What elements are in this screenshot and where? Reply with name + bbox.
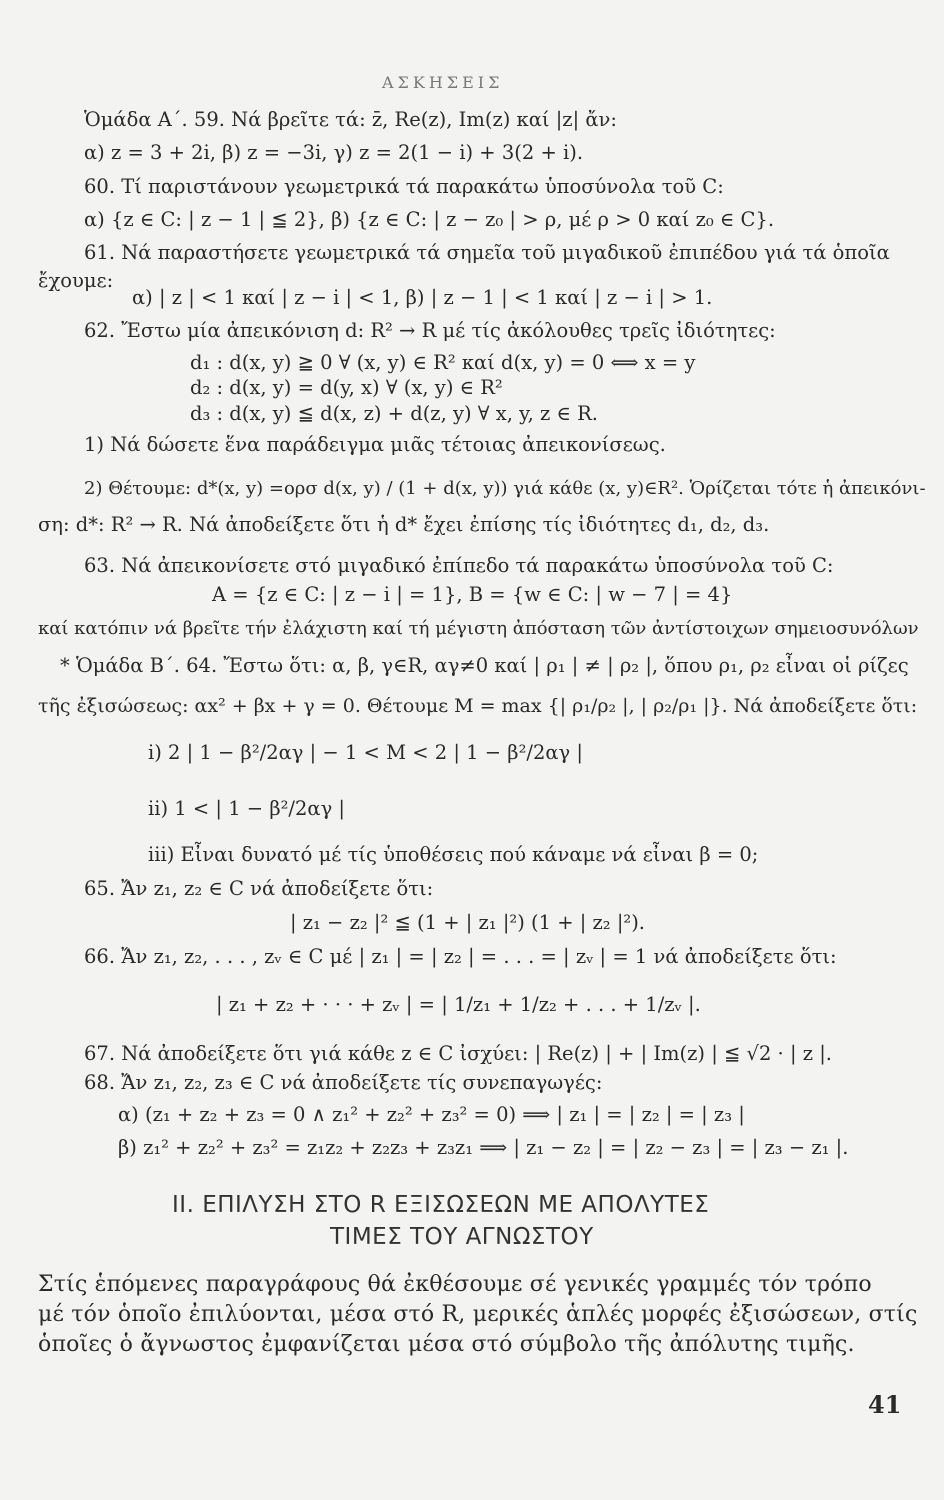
paragraph-line: Στίς ἑπόμενες παραγράφους θά ἐκθέσουμε σέ γενικές γραμμές τόν τρόπο bbox=[38, 1272, 872, 1297]
text-line: 2) Θέτουμε: d*(x, y) =ορσ d(x, y) / (1 + d(x, y)) γιά κάθε (x, y)∈R². Ὁρίζεται τότε ἡ ἀπεικόνι- bbox=[84, 478, 926, 499]
text-line: 67. Νά ἀποδείξετε ὅτι γιά κάθε z ∈ C ἰσχύει: | Re(z) | + | Im(z) | ≦ √2 · | z |. bbox=[84, 1042, 832, 1065]
text-line: α) z = 3 + 2i, β) z = −3i, γ) z = 2(1 − i) + 3(2 + i). bbox=[84, 141, 584, 164]
text-line: α) | z | < 1 καί | z − i | < 1, β) | z − 1 | < 1 καί | z − i | > 1. bbox=[132, 286, 713, 309]
paragraph-line: μέ τόν ὁποῖο ἐπιλύονται, μέσα στό R, μερικές ἁπλές μορφές ἐξισώσεων, στίς bbox=[38, 1302, 918, 1327]
text-line: καί κατόπιν νά βρεῖτε τήν ἐλάχιστη καί τή μέγιστη ἀπόσταση τῶν ἀντίστοιχων σημειοσυνόλων bbox=[38, 618, 919, 639]
paragraph-line: ὁποῖες ὁ ἄγνωστος ἐμφανίζεται μέσα στό σύμβολο τῆς ἀπόλυτης τιμῆς. bbox=[38, 1332, 855, 1357]
text-line: A = {z ∈ C: | z − i | = 1}, B = {w ∈ C: | w − 7 | = 4} bbox=[212, 583, 733, 606]
text-line: 65. Ἄν z₁, z₂ ∈ C νά ἀποδείξετε ὅτι: bbox=[84, 877, 434, 900]
text-line: 1) Νά δώσετε ἕνα παράδειγμα μιᾶς τέτοιας ἀπεικονίσεως. bbox=[84, 433, 666, 456]
text-line: 61. Νά παραστήσετε γεωμετρικά τά σημεῖα τοῦ μιγαδικοῦ ἐπιπέδου γιά τά ὁποῖα bbox=[84, 241, 890, 264]
text-line: α) {z ∈ C: | z − 1 | ≦ 2}, β) {z ∈ C: | z − z₀ | > ρ, μέ ρ > 0 καί z₀ ∈ C}. bbox=[84, 208, 775, 231]
text-line: * Ὁμάδα Β΄. 64. Ἔστω ὅτι: α, β, γ∈R, αγ≠0 καί | ρ₁ | ≠ | ρ₂ |, ὅπου ρ₁, ρ₂ εἶναι οἱ ρίζες bbox=[60, 654, 909, 677]
text-line: d₁ : d(x, y) ≧ 0 ∀ (x, y) ∈ R² καί d(x, y) = 0 ⟺ x = y bbox=[190, 351, 696, 374]
text-line: 62. Ἔστω μία ἀπεικόνιση d: R² → R μέ τίς ἀκόλουθες τρεῖς ἰδιότητες: bbox=[84, 319, 776, 342]
text-line: ἔχουμε: bbox=[38, 269, 114, 292]
text-line: τῆς ἐξισώσεως: αx² + βx + γ = 0. Θέτουμε M = max {| ρ₁/ρ₂ |, | ρ₂/ρ₁ |}. Νά ἀποδείξετε ὅτι: bbox=[38, 695, 918, 717]
text-line: d₂ : d(x, y) = d(y, x) ∀ (x, y) ∈ R² bbox=[190, 376, 503, 399]
text-line: iii) Εἶναι δυνατό μέ τίς ὑποθέσεις πού κάναμε νά εἶναι β = 0; bbox=[148, 843, 759, 866]
section-heading: ΤΙΜΕΣ ΤΟΥ ΑΓΝΩΣΤΟΥ bbox=[330, 1224, 594, 1250]
text-line: β) z₁² + z₂² + z₃² = z₁z₂ + z₂z₃ + z₃z₁ ⟹ | z₁ − z₂ | = | z₂ − z₃ | = | z₃ − z₁ |. bbox=[118, 1136, 849, 1159]
text-line: | z₁ + z₂ + · · · + zᵥ | = | 1/z₁ + 1/z₂ + . . . + 1/zᵥ |. bbox=[216, 993, 701, 1016]
text-line: | z₁ − z₂ |² ≦ (1 + | z₁ |²) (1 + | z₂ |²). bbox=[290, 911, 646, 934]
section-heading: II. ΕΠΙΛΥΣΗ ΣΤΟ R ΕΞΙΣΩΣΕΩΝ ΜΕ ΑΠΟΛΥΤΕΣ bbox=[172, 1192, 710, 1218]
text-line: ii) 1 < | 1 − β²/2αγ | bbox=[148, 797, 345, 820]
text-line: ση: d*: R² → R. Νά ἀποδείξετε ὅτι ἡ d* ἔχει ἐπίσης τίς ἰδιότητες d₁, d₂, d₃. bbox=[38, 513, 770, 536]
text-line: 63. Νά ἀπεικονίσετε στό μιγαδικό ἐπίπεδο τά παρακάτω ὑποσύνολα τοῦ C: bbox=[84, 554, 834, 577]
text-line: Ὁμάδα Α΄. 59. Νά βρεῖτε τά: z̄, Re(z), Im(z) καί |z| ἄν: bbox=[84, 108, 617, 131]
text-line: i) 2 | 1 − β²/2αγ | − 1 < M < 2 | 1 − β²/2αγ | bbox=[148, 741, 583, 764]
page-number: 41 bbox=[868, 1390, 902, 1419]
text-line: α) (z₁ + z₂ + z₃ = 0 ∧ z₁² + z₂² + z₃² = 0) ⟹ | z₁ | = | z₂ | = | z₃ | bbox=[118, 1103, 745, 1126]
text-line: d₃ : d(x, y) ≦ d(x, z) + d(z, y) ∀ x, y, z ∈ R. bbox=[190, 402, 598, 425]
text-line: 60. Τί παριστάνουν γεωμετρικά τά παρακάτω ὑποσύνολα τοῦ C: bbox=[84, 175, 724, 198]
text-line: 68. Ἄν z₁, z₂, z₃ ∈ C νά ἀποδείξετε τίς συνεπαγωγές: bbox=[84, 1071, 603, 1094]
text-line: 66. Ἄν z₁, z₂, . . . , zᵥ ∈ C μέ | z₁ | = | z₂ | = . . . = | zᵥ | = 1 νά ἀποδείξετε ὅτι: bbox=[84, 945, 837, 968]
section-title: ΑΣΚΗΣΕΙΣ bbox=[382, 73, 504, 92]
